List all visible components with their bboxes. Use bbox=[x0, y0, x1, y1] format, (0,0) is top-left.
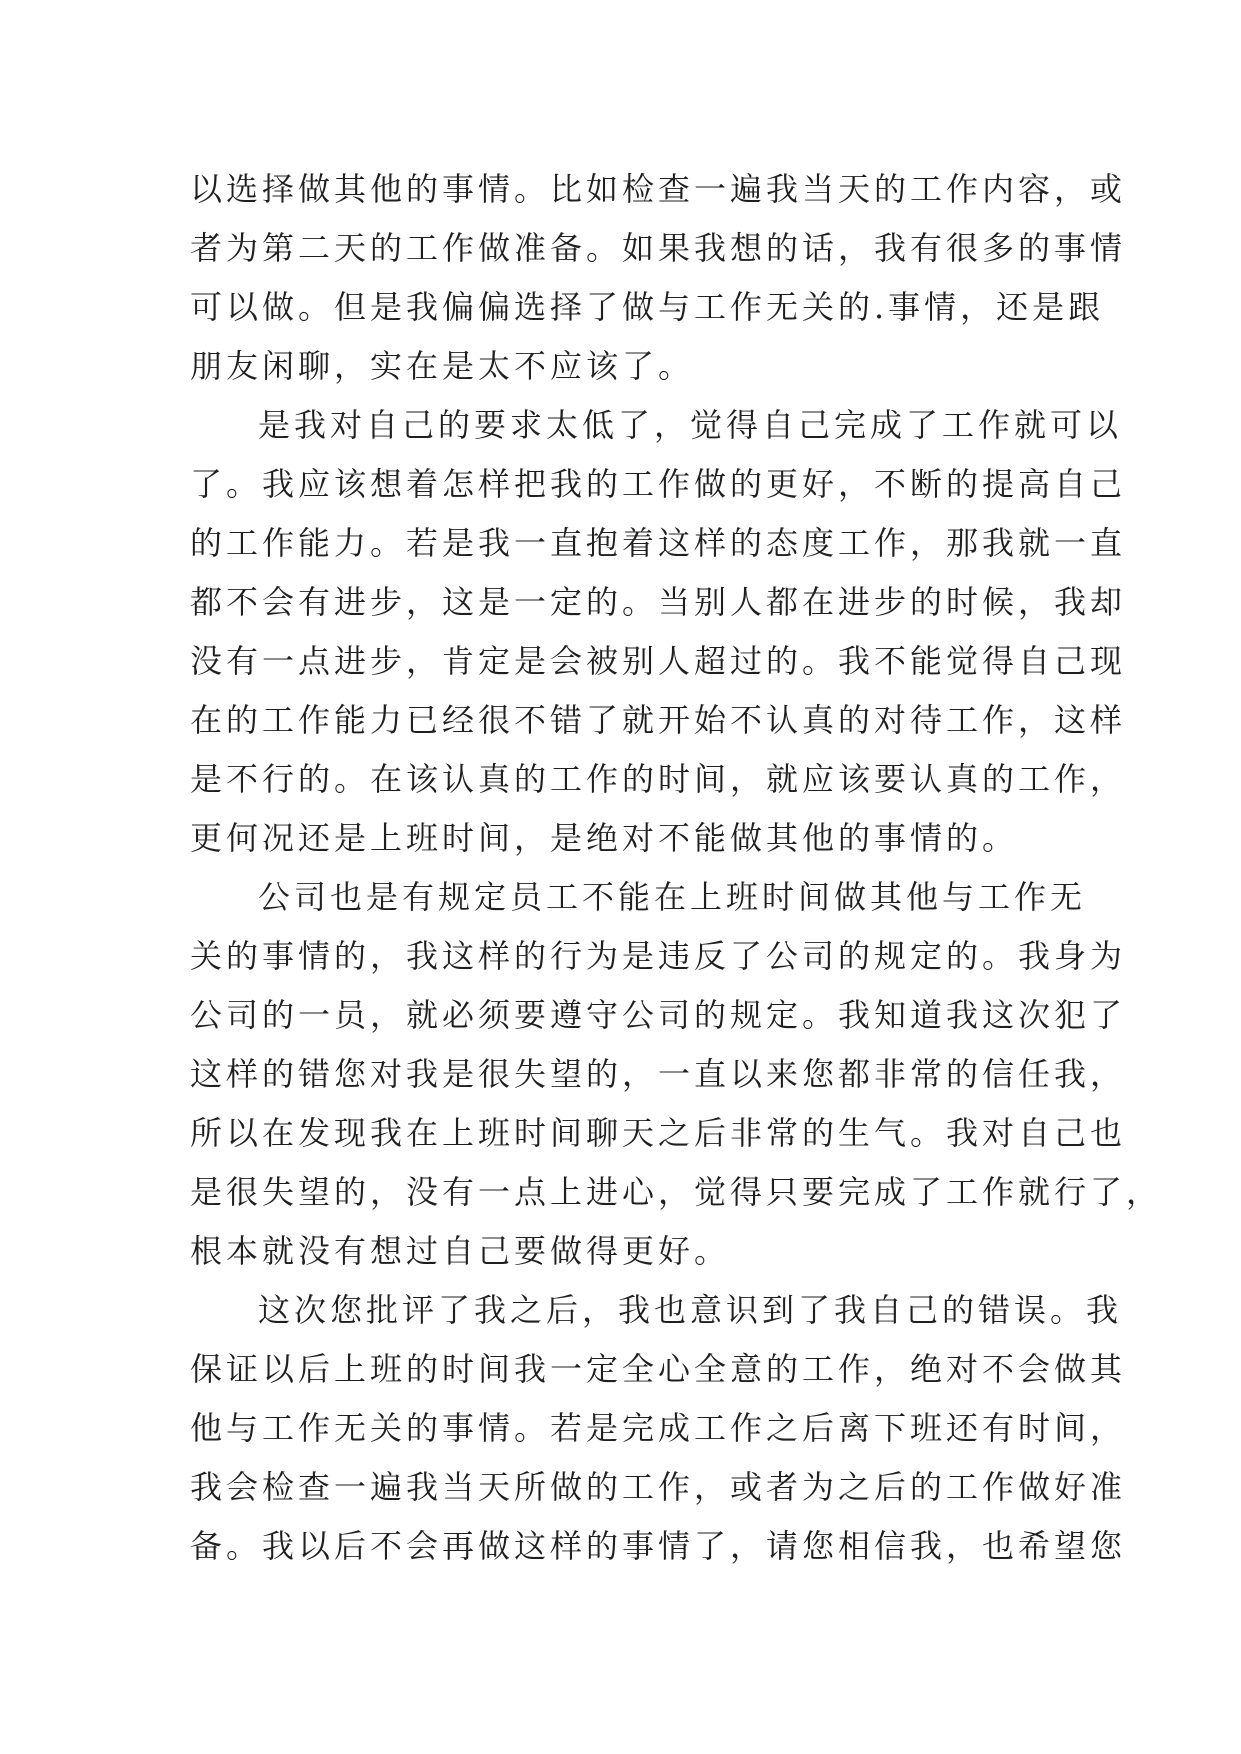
text-line: 是不行的。在该认真的工作的时间，就应该要认真的工作， bbox=[190, 760, 1127, 798]
text-line: 这次您批评了我之后，我也意识到了我自己的错误。我 bbox=[258, 1291, 1123, 1329]
paragraph bbox=[190, 396, 1127, 868]
text-line: 公司的一员，就必须要遵守公司的规定。我知道我这次犯了 bbox=[190, 996, 1127, 1034]
text-line: 这样的错您对我是很失望的，一直以来您都非常的信任我， bbox=[190, 1055, 1127, 1093]
text-line: 朋友闲聊，实在是太不应该了。 bbox=[190, 347, 695, 385]
text-line: 更何况还是上班时间，是绝对不能做其他的事情的。 bbox=[190, 819, 1019, 857]
text-line: 根本就没有想过自己要做得更好。 bbox=[190, 1232, 731, 1270]
text-line: 可以做。但是我偏偏选择了做与工作无关的.事情，还是跟 bbox=[190, 288, 1105, 326]
paragraph bbox=[190, 868, 1163, 1281]
text-line: 的工作能力。若是我一直抱着这样的态度工作，那我就一直 bbox=[190, 524, 1127, 562]
paragraph bbox=[190, 160, 1127, 396]
text-line: 者为第二天的工作做准备。如果我想的话，我有很多的事情 bbox=[190, 229, 1127, 267]
document-body bbox=[190, 160, 1163, 1576]
text-line: 没有一点进步，肯定是会被别人超过的。我不能觉得自己现 bbox=[190, 642, 1127, 680]
text-line: 备。我以后不会再做这样的事情了，请您相信我，也希望您 bbox=[190, 1527, 1127, 1565]
paragraph bbox=[190, 1281, 1127, 1576]
text-line: 保证以后上班的时间我一定全心全意的工作，绝对不会做其 bbox=[190, 1350, 1127, 1388]
text-line: 所以在发现我在上班时间聊天之后非常的生气。我对自己也 bbox=[190, 1114, 1127, 1152]
text-line: 他与工作无关的事情。若是完成工作之后离下班还有时间， bbox=[190, 1409, 1127, 1447]
text-line: 在的工作能力已经很不错了就开始不认真的对待工作，这样 bbox=[190, 701, 1127, 739]
text-line: 是很失望的，没有一点上进心，觉得只要完成了工作就行了， bbox=[190, 1173, 1163, 1211]
text-line: 了。我应该想着怎样把我的工作做的更好，不断的提高自己 bbox=[190, 465, 1127, 503]
text-line: 我会检查一遍我当天所做的工作，或者为之后的工作做好准 bbox=[190, 1468, 1127, 1506]
text-line: 以选择做其他的事情。比如检查一遍我当天的工作内容，或 bbox=[190, 170, 1127, 208]
text-line: 是我对自己的要求太低了，觉得自己完成了工作就可以 bbox=[258, 406, 1123, 444]
text-line: 关的事情的，我这样的行为是违反了公司的规定的。我身为 bbox=[190, 937, 1127, 975]
text-line: 都不会有进步，这是一定的。当别人都在进步的时候，我却 bbox=[190, 583, 1127, 621]
text-line: 公司也是有规定员工不能在上班时间做其他与工作无 bbox=[258, 878, 1087, 916]
